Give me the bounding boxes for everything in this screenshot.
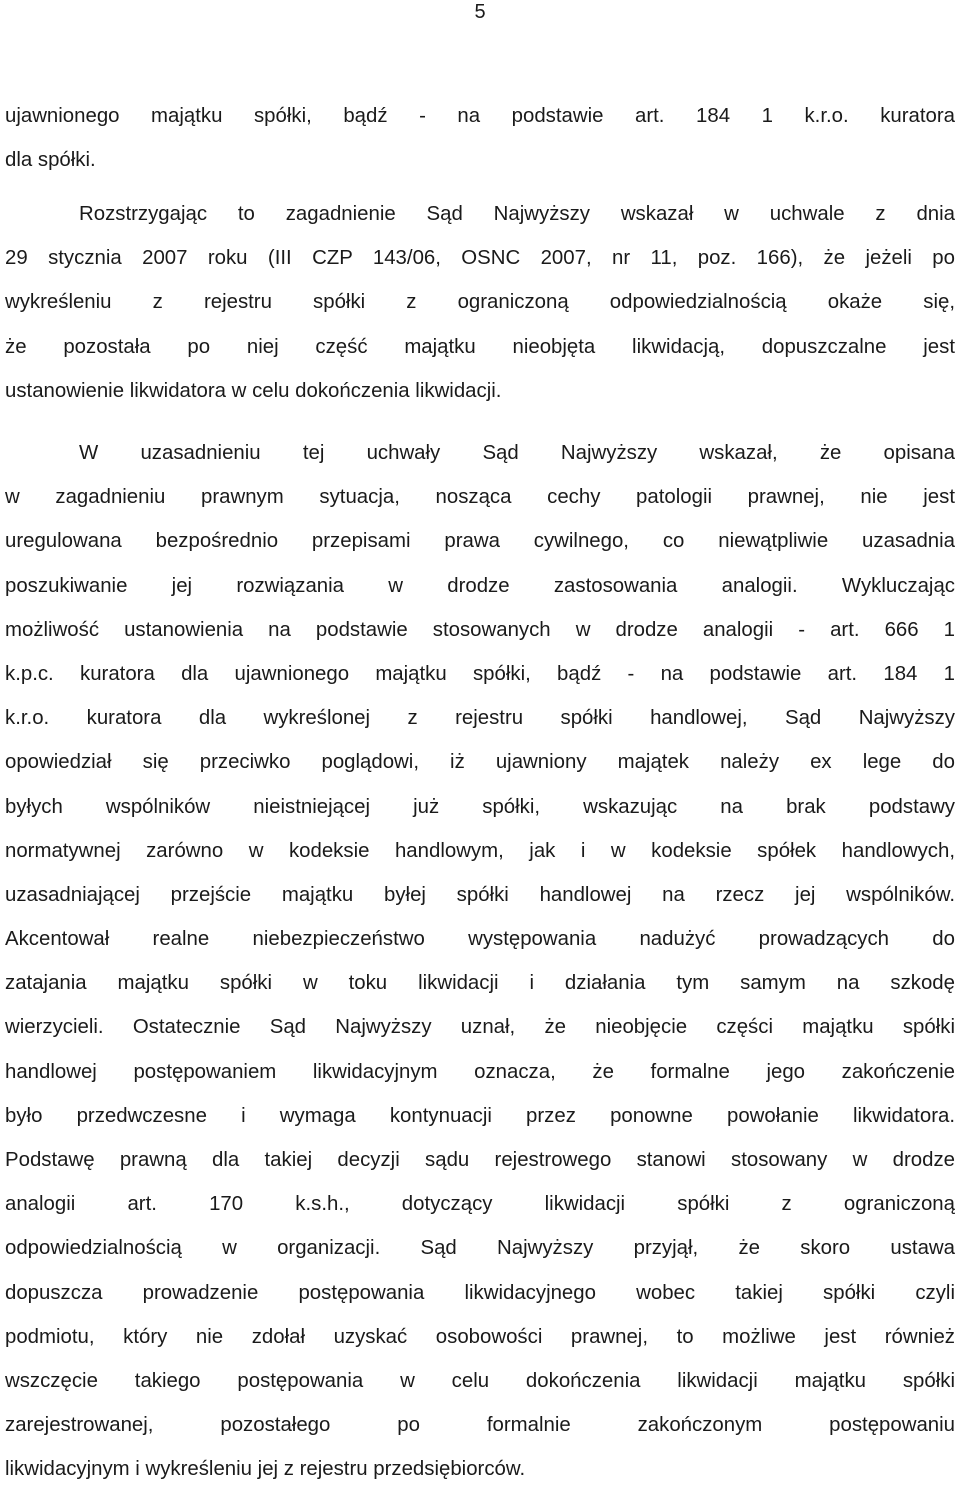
- text-line: poszukiwanie jej rozwiązania w drodze zastosowania analogii. Wykluczając: [5, 574, 955, 597]
- text-line: byłych wspólników nieistniejącej już spółki, wskazując na brak podstawy: [5, 795, 955, 818]
- text-line: wszczęcie takiego postępowania w celu dokończenia likwidacji majątku spółki: [5, 1369, 955, 1392]
- text-line: 29 stycznia 2007 roku (III CZP 143/06, OSNC 2007, nr 11, poz. 166), że jeżeli po: [5, 247, 955, 270]
- text-line: odpowiedzialnością w organizacji. Sąd Najwyższy przyjął, że skoro ustawa: [5, 1237, 955, 1260]
- text-line: wierzycieli. Ostatecznie Sąd Najwyższy uznał, że nieobjęcie części majątku spółki: [5, 1016, 955, 1039]
- paragraph-1: [5, 94, 955, 182]
- text-line: w zagadnieniu prawnym sytuacja, nosząca cechy patologii prawnej, nie jest: [5, 486, 955, 509]
- text-line: Rozstrzygając to zagadnienie Sąd Najwyższy wskazał w uchwale z dnia: [79, 203, 955, 225]
- text-line: dopuszcza prowadzenie postępowania likwidacyjnego wobec takiej spółki czyli: [5, 1281, 955, 1304]
- text-line: Akcentował realne niebezpieczeństwo występowania nadużyć prowadzących do: [5, 928, 955, 951]
- text-line: dla spółki.: [5, 149, 96, 172]
- text-line: opowiedział się przeciwko poglądowi, iż ujawniony majątek należy ex lege do: [5, 751, 955, 774]
- text-line: k.p.c. kuratora dla ujawnionego majątku spółki, bądź - na podstawie art. 184 1: [5, 662, 955, 685]
- text-line: zatajania majątku spółki w toku likwidacji i działania tym samym na szkodę: [5, 972, 955, 995]
- text-line: że pozostała po niej część majątku nieobjęta likwidacją, dopuszczalne jest: [5, 335, 955, 358]
- text-line: wykreśleniu z rejestru spółki z ograniczoną odpowiedzialnością okaże się,: [5, 291, 955, 314]
- paragraph-3: [5, 431, 955, 1492]
- text-line: ujawnionego majątku spółki, bądź - na podstawie art. 184 1 k.r.o. kuratora: [5, 105, 955, 127]
- text-line: likwidacyjnym i wykreśleniu jej z rejestru przedsiębiorców.: [5, 1458, 526, 1481]
- text-line: analogii art. 170 k.s.h., dotyczący likwidacji spółki z ograniczoną: [5, 1193, 955, 1216]
- text-line: k.r.o. kuratora dla wykreślonej z rejestru spółki handlowej, Sąd Najwyższy: [5, 707, 955, 730]
- paragraph-2: [5, 192, 955, 413]
- text-line: możliwość ustanowienia na podstawie stosowanych w drodze analogii - art. 666 1: [5, 618, 955, 641]
- text-line: normatywnej zarówno w kodeksie handlowym, jak i w kodeksie spółek handlowych,: [5, 839, 955, 862]
- text-line: ustanowienie likwidatora w celu dokończenia likwidacji.: [5, 379, 502, 402]
- text-line: było przedwczesne i wymaga kontynuacji przez ponowne powołanie likwidatora.: [5, 1104, 955, 1127]
- text-line: zarejestrowanej, pozostałego po formalnie zakończonym postępowaniu: [5, 1414, 955, 1437]
- text-line: handlowej postępowaniem likwidacyjnym oznacza, że formalne jego zakończenie: [5, 1060, 955, 1083]
- text-line: podmiotu, który nie zdołał uzyskać osobowości prawnej, to możliwe jest również: [5, 1325, 955, 1348]
- text-line: uzasadniającej przejście majątku byłej spółki handlowej na rzecz jej wspólników.: [5, 883, 955, 906]
- page-number: 5: [474, 1, 486, 23]
- text-line: W uzasadnieniu tej uchwały Sąd Najwyższy wskazał, że opisana: [79, 442, 955, 464]
- text-line: uregulowana bezpośrednio przepisami prawa cywilnego, co niewątpliwie uzasadnia: [5, 530, 955, 553]
- text-line: Podstawę prawną dla takiej decyzji sądu rejestrowego stanowi stosowany w drodze: [5, 1149, 955, 1171]
